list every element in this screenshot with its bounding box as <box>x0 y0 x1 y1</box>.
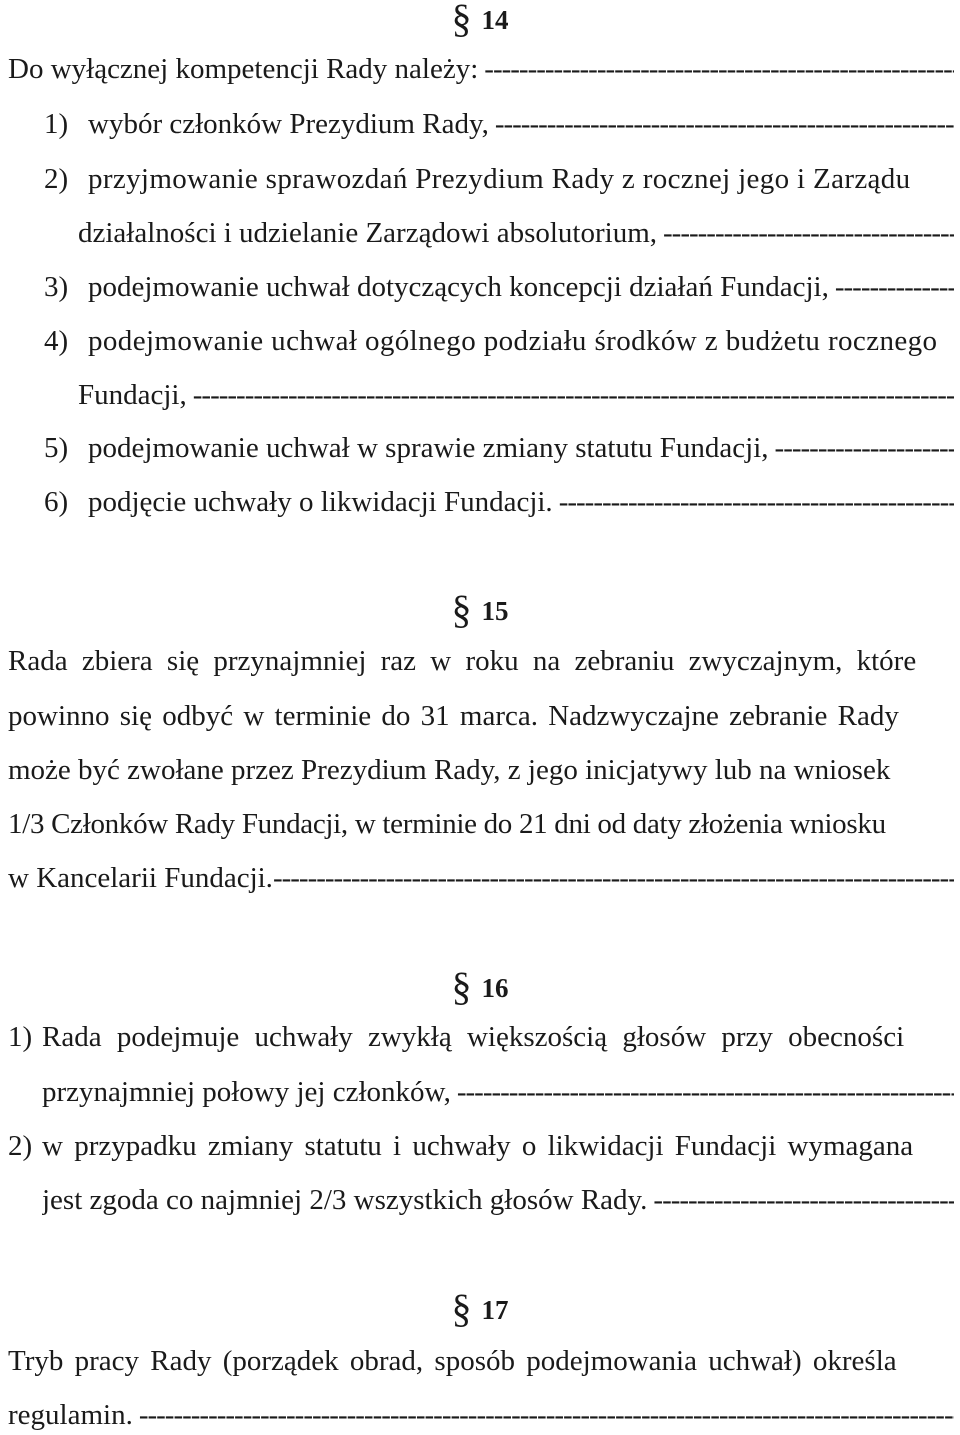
dash-filler <box>653 1180 954 1220</box>
dash-filler <box>663 213 954 253</box>
paragraph-text: Tryb pracy Rady (porządek obrad, sposób podejmowania uchwał) określa <box>8 1345 897 1377</box>
item-text: w przypadku zmiany statutu i uchwały o likwidacji Fundacji wymagana <box>42 1130 914 1162</box>
s16-item-1-line-2 <box>42 1072 954 1112</box>
item-3 <box>44 267 954 307</box>
item-number: 1) <box>44 108 69 140</box>
section-16-heading <box>0 964 960 1008</box>
section-15-line-5 <box>8 858 954 898</box>
section-sign: § <box>451 587 472 632</box>
item-text: jest zgoda co najmniej 2/3 wszystkich głosów Rady. <box>42 1184 648 1216</box>
item-text: podjęcie uchwały o likwidacji Fundacji. <box>88 486 553 518</box>
section-14-heading <box>0 0 960 40</box>
paragraph-text: 1/3 Członków Rady Fundacji, w terminie do 21 dni od daty złożenia wniosku <box>8 808 886 840</box>
s16-item-2-line-1 <box>8 1126 954 1166</box>
paragraph-text: może być zwołane przez Prezydium Rady, z jego inicjatywy lub na wniosek <box>8 754 891 786</box>
item-text: Rada podejmuje uchwały zwykłą większością głosów przy obecności <box>42 1021 905 1053</box>
item-5 <box>44 428 954 468</box>
section-number: 15 <box>481 596 509 626</box>
dash-filler <box>139 1395 954 1435</box>
section-15-line-3 <box>8 750 954 790</box>
item-4-line-2 <box>78 375 954 415</box>
item-number: 5) <box>44 432 69 464</box>
dash-filler <box>835 267 954 307</box>
section-number: 17 <box>481 1295 509 1325</box>
s16-item-2-line-2 <box>42 1180 954 1220</box>
section-sign: § <box>451 0 472 41</box>
paragraph-text: Rada zbiera się przynajmniej raz w roku na zebraniu zwyczajnym, które <box>8 645 917 677</box>
dash-filler <box>193 375 954 415</box>
section-15-line-4 <box>8 804 954 844</box>
item-text: Fundacji, <box>78 379 187 411</box>
item-text: przynajmniej połowy jej członków, <box>42 1076 451 1108</box>
s16-item-1-line-1 <box>8 1017 954 1057</box>
section-17-line-2 <box>8 1395 954 1435</box>
item-text: podejmowanie uchwał ogólnego podziału środków z budżetu rocznego <box>88 325 938 357</box>
item-number: 4) <box>44 325 69 357</box>
item-text: działalności i udzielanie Zarządowi absolutorium, <box>78 217 657 249</box>
section-17-line-1 <box>8 1341 954 1381</box>
dash-filler <box>775 428 954 468</box>
dash-filler <box>495 104 954 144</box>
section-sign: § <box>451 964 472 1009</box>
item-text: podejmowanie uchwał w sprawie zmiany statutu Fundacji, <box>88 432 769 464</box>
item-1 <box>44 104 954 144</box>
section-number: 16 <box>481 973 509 1003</box>
dash-filler <box>484 49 954 89</box>
item-number: 2) <box>44 163 69 195</box>
dash-filler <box>457 1072 954 1112</box>
section-15-heading <box>0 587 960 631</box>
item-number: 3) <box>44 271 69 303</box>
item-2-line-1 <box>44 159 954 199</box>
section-17-heading <box>0 1286 960 1330</box>
section-15-line-1 <box>8 641 954 681</box>
item-text: wybór członków Prezydium Rady, <box>88 108 489 140</box>
section-15-line-2 <box>8 696 954 736</box>
section-sign: § <box>451 1286 472 1331</box>
section-number: 14 <box>481 5 509 35</box>
item-6 <box>44 482 954 522</box>
item-text: przyjmowanie sprawozdań Prezydium Rady z rocznej jego i Zarządu <box>88 163 911 195</box>
section-14-intro <box>8 49 954 89</box>
paragraph-text: regulamin. <box>8 1399 133 1431</box>
intro-text: Do wyłącznej kompetencji Rady należy: <box>8 53 479 85</box>
item-2-line-2 <box>78 213 954 253</box>
dash-filler <box>559 482 954 522</box>
item-4-line-1 <box>44 321 954 361</box>
item-number: 6) <box>44 486 69 518</box>
item-number: 2) <box>8 1130 33 1162</box>
item-text: podejmowanie uchwał dotyczących koncepcji działań Fundacji, <box>88 271 829 303</box>
paragraph-text: w Kancelarii Fundacji. <box>8 862 273 894</box>
item-number: 1) <box>8 1021 33 1053</box>
paragraph-text: powinno się odbyć w terminie do 31 marca. Nadzwyczajne zebranie Rady <box>8 700 899 732</box>
dash-filler <box>273 858 954 898</box>
